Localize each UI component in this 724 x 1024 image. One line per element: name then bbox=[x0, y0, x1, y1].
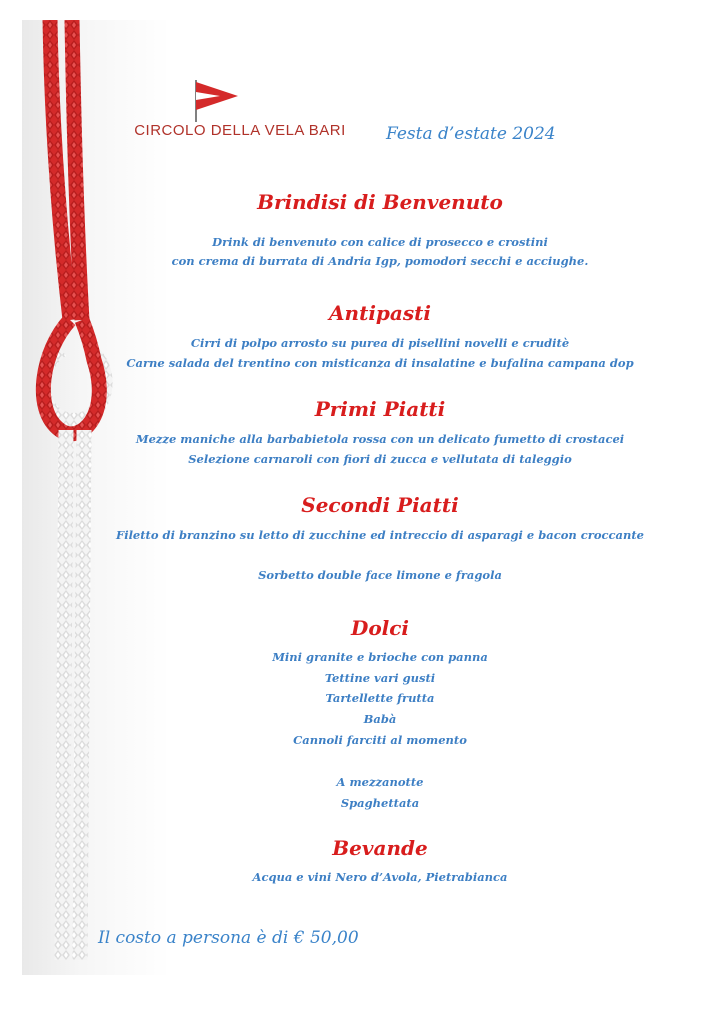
menu-item: Mezze maniche alla barbabietola rossa con un delicato fumetto di crostacei bbox=[135, 432, 625, 446]
menu-item: Cannoli farciti al momento bbox=[293, 733, 467, 747]
section-title-brindisi: Brindisi di Benvenuto bbox=[257, 190, 503, 214]
price-per-person: Il costo a persona è di € 50,00 bbox=[98, 928, 359, 948]
menu-item: Cirri di polpo arrosto su purea di pisellini novelli e cruditè bbox=[190, 336, 570, 350]
section-title-bevande: Bevande bbox=[332, 836, 428, 860]
menu-item: Filetto di branzino su letto di zucchine ed intreccio di asparagi e bacon croccante bbox=[116, 528, 644, 542]
section-title-primi-piatti: Primi Piatti bbox=[314, 397, 446, 421]
menu-item: A mezzanotte bbox=[336, 775, 424, 789]
menu-item: Drink di benvenuto con calice di prosecco e crostini bbox=[212, 235, 548, 249]
event-title: Festa d’estate 2024 bbox=[386, 124, 556, 144]
menu-item: Acqua e vini Nero d’Avola, Pietrabianca bbox=[252, 870, 508, 884]
menu-item: Carne salada del trentino con misticanza di insalatine e bufalina campana dop bbox=[126, 356, 634, 370]
menu-item: Sorbetto double face limone e fragola bbox=[258, 568, 502, 582]
club-logo bbox=[120, 78, 360, 148]
section-title-dolci: Dolci bbox=[350, 616, 410, 640]
menu-item: Mini granite e brioche con panna bbox=[272, 650, 488, 664]
section-title-secondi-piatti: Secondi Piatti bbox=[301, 493, 459, 517]
club-name: CIRCOLO DELLA VELA BARI bbox=[134, 122, 346, 139]
menu-item: Tartellette frutta bbox=[325, 691, 435, 705]
menu-item: con crema di burrata di Andria Igp, pomodori secchi e acciughe. bbox=[171, 254, 589, 268]
burgee-flag-icon bbox=[194, 78, 240, 122]
menu-item: Babà bbox=[363, 712, 397, 726]
menu-item: Spaghettata bbox=[340, 796, 420, 810]
menu-item: Tettine vari gusti bbox=[324, 671, 436, 685]
section-title-antipasti: Antipasti bbox=[329, 301, 431, 325]
menu-item: Selezione carnaroli con fiori di zucca e vellutata di taleggio bbox=[188, 452, 572, 466]
